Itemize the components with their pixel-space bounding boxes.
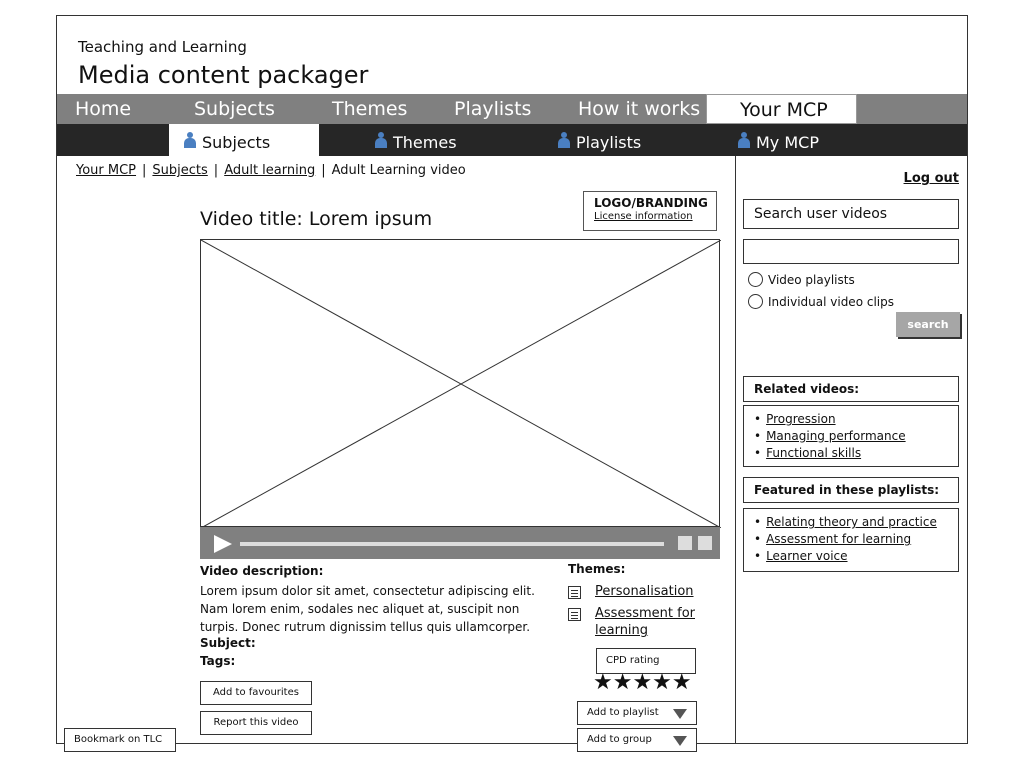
subnav-subjects[interactable] [169,124,319,156]
nav-subjects[interactable]: Subjects [194,98,275,120]
themes-heading: Themes: [568,562,626,576]
radio-video-playlists-label: Video playlists [768,273,855,287]
radio-individual-clips[interactable] [748,294,894,309]
bookmark-on-tlc-button[interactable]: Bookmark on TLC [64,728,176,752]
subnav-my-mcp[interactable] [738,124,819,156]
person-icon [375,132,387,148]
description-heading: Video description: [200,564,324,578]
person-icon [184,132,196,148]
document-icon [568,608,581,621]
radio-video-playlists[interactable] [748,272,855,287]
list-item: • Learner voice [754,549,848,563]
featured-playlists-title: Featured in these playlists: [743,477,959,503]
subject-label: Subject: [200,636,256,650]
report-video-button[interactable]: Report this video [200,711,312,735]
nav-themes[interactable]: Themes [332,98,408,120]
featured-link-assessment[interactable]: Assessment for learning [766,532,912,546]
list-item: • Progression [754,412,836,426]
list-item: • Assessment for learning [754,532,912,546]
breadcrumb-your-mcp[interactable]: Your MCP [76,163,137,178]
secondary-nav [57,124,967,156]
list-item: • Functional skills [754,446,862,460]
cpd-rating-label: CPD rating [596,648,696,674]
subnav-playlists-label: Playlists [576,133,642,152]
primary-nav [57,94,967,124]
nav-how-it-works[interactable]: How it works [578,98,701,120]
volume-icon[interactable] [678,536,692,550]
nav-playlists[interactable]: Playlists [454,98,532,120]
logout-link[interactable]: Log out [903,171,959,186]
document-icon [568,586,581,599]
search-button[interactable]: search [896,312,960,337]
breadcrumb-adult-learning[interactable]: Adult learning [224,163,316,178]
chevron-down-icon [673,736,687,746]
brand-subtitle: Teaching and Learning [78,38,247,56]
video-placeholder-icon [201,240,721,528]
featured-playlists-list [743,508,959,572]
breadcrumb: Your MCP | Subjects | Adult learning | Adult Learning video [76,163,466,178]
subnav-themes[interactable] [375,124,457,156]
subnav-my-mcp-label: My MCP [756,133,819,152]
add-to-playlist-label: Add to playlist [587,707,659,718]
play-icon[interactable] [214,535,232,553]
add-to-playlist-dropdown[interactable] [577,701,697,725]
video-title: Video title: Lorem ipsum [200,208,433,230]
search-user-videos-title: Search user videos [743,199,959,229]
add-to-group-label: Add to group [587,734,652,745]
featured-link-learner-voice[interactable]: Learner voice [766,549,848,563]
star-rating[interactable]: ★★★★★ [593,670,692,695]
sidebar-divider [735,156,736,744]
subnav-subjects-label: Subjects [202,133,271,152]
add-to-group-dropdown[interactable] [577,728,697,752]
theme-link-assessment[interactable]: Assessment for learning [595,606,695,638]
subnav-themes-label: Themes [393,133,457,152]
related-videos-list [743,405,959,467]
list-item: • Managing performance [754,429,906,443]
brand-title: Media content packager [78,61,369,89]
related-videos-title: Related videos: [743,376,959,402]
logo-branding-box [583,191,717,231]
tags-label: Tags: [200,654,236,668]
nav-your-mcp[interactable]: Your MCP [706,94,857,124]
nav-home[interactable]: Home [75,98,132,120]
radio-circle-icon [748,294,763,309]
radio-circle-icon [748,272,763,287]
video-controls [200,527,720,559]
related-link-managing-performance[interactable]: Managing performance [766,429,906,443]
list-item: • Relating theory and practice [754,515,937,529]
fullscreen-icon[interactable] [698,536,712,550]
chevron-down-icon [673,709,687,719]
radio-individual-clips-label: Individual video clips [768,295,894,309]
person-icon [738,132,750,148]
subnav-playlists[interactable] [558,124,641,156]
add-to-favourites-button[interactable]: Add to favourites [200,681,312,705]
logo-title: LOGO/BRANDING [594,196,708,210]
theme-link-personalisation[interactable]: Personalisation [595,584,694,599]
person-icon [558,132,570,148]
related-link-functional-skills[interactable]: Functional skills [766,446,862,460]
license-link[interactable]: License information [594,211,693,222]
related-link-progression[interactable]: Progression [766,412,836,426]
description-text: Lorem ipsum dolor sit amet, consectetur adipiscing elit. Nam lorem enim, sodales nec aliquet at, suscipit non turpis. Donec rutrum dignissim tellus quis ullamcorper. [200,584,535,634]
breadcrumb-subjects[interactable]: Subjects [152,163,208,178]
featured-link-relating-theory[interactable]: Relating theory and practice [766,515,937,529]
breadcrumb-current: Adult Learning video [331,163,466,178]
seek-bar[interactable] [240,542,664,546]
video-player[interactable] [200,239,720,527]
search-input[interactable] [743,239,959,264]
